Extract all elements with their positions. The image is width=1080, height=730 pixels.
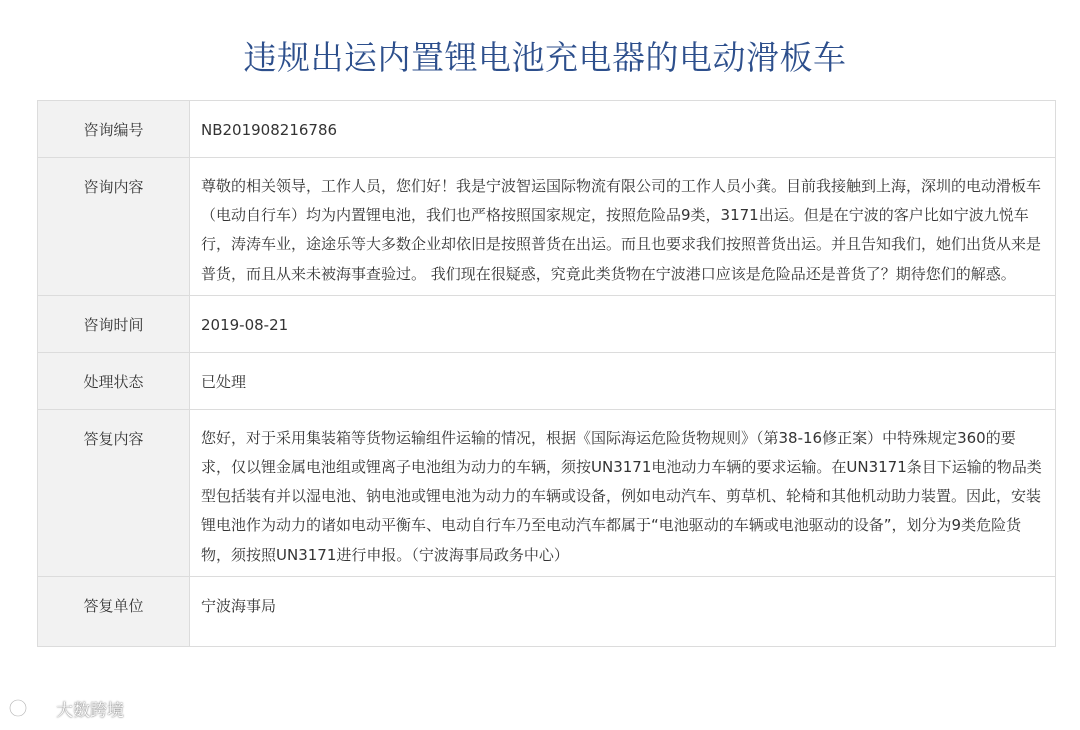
consultation-table — [37, 100, 1056, 647]
status-value: 已处理 — [190, 352, 1056, 409]
table-row-consult-no — [38, 101, 1056, 158]
reply-content-text: 您好，对于采用集装箱等货物运输组件运输的情况，根据《国际海运危险货物规则》（第38-16修正案）中特殊规定360的要求，仅以锂金属电池组或锂离子电池组为动力的车辆，须按UN3171电池动力车辆的要求运输。在UN3171条目下运输的物品类型包括装有并以湿电池、钠电池或锂电池为动力的车辆或设备，例如电动汽车、剪草机、轮椅和其他机动助力装置。因此，安装锂电池作为动力的诸如电动平衡车、电动自行车乃至电动汽车都属于“电池驱动的车辆或电池驱动的设备”，划分为9类危险货物，须按照UN3171进行申报。（宁波海事局政务中心） — [190, 409, 1056, 576]
table-row-status — [38, 352, 1056, 409]
table-row-consult-content — [38, 158, 1056, 296]
page-title: 违规出运内置锂电池充电器的电动滑板车 — [243, 38, 847, 77]
row-label: 咨询时间 — [38, 295, 190, 352]
watermark — [8, 693, 124, 723]
consult-number: NB201908216786 — [190, 101, 1056, 158]
brand-logo-icon — [8, 697, 52, 719]
consult-date: 2019-08-21 — [190, 295, 1056, 352]
row-label: 咨询内容 — [38, 158, 190, 296]
table-row-consult-time — [38, 295, 1056, 352]
row-label: 咨询编号 — [38, 101, 190, 158]
row-label: 答复内容 — [38, 409, 190, 576]
consult-content-text: 尊敬的相关领导，工作人员，您们好！我是宁波智运国际物流有限公司的工作人员小龚。目前我接触到上海，深圳的电动滑板车（电动自行车）均为内置锂电池，我们也严格按照国家规定，按照危险品9类，3171出运。但是在宁波的客户比如宁波九悦车行，涛涛车业，途途乐等大多数企业却依旧是按照普货在出运。而且也要求我们按照普货出运。并且告知我们，她们出货从来是普货，而且从来未被海事查验过。 我们现在很疑惑，究竟此类货物在宁波港口应该是危险品还是普货了？期待您们的解惑。 — [190, 158, 1056, 296]
row-label: 答复单位 — [38, 576, 190, 646]
watermark-text: 大数跨境 — [56, 700, 124, 721]
reply-unit-value: 宁波海事局 — [190, 576, 1056, 646]
table-row-reply-unit — [38, 576, 1056, 646]
row-label: 处理状态 — [38, 352, 190, 409]
table-row-reply-content — [38, 409, 1056, 576]
